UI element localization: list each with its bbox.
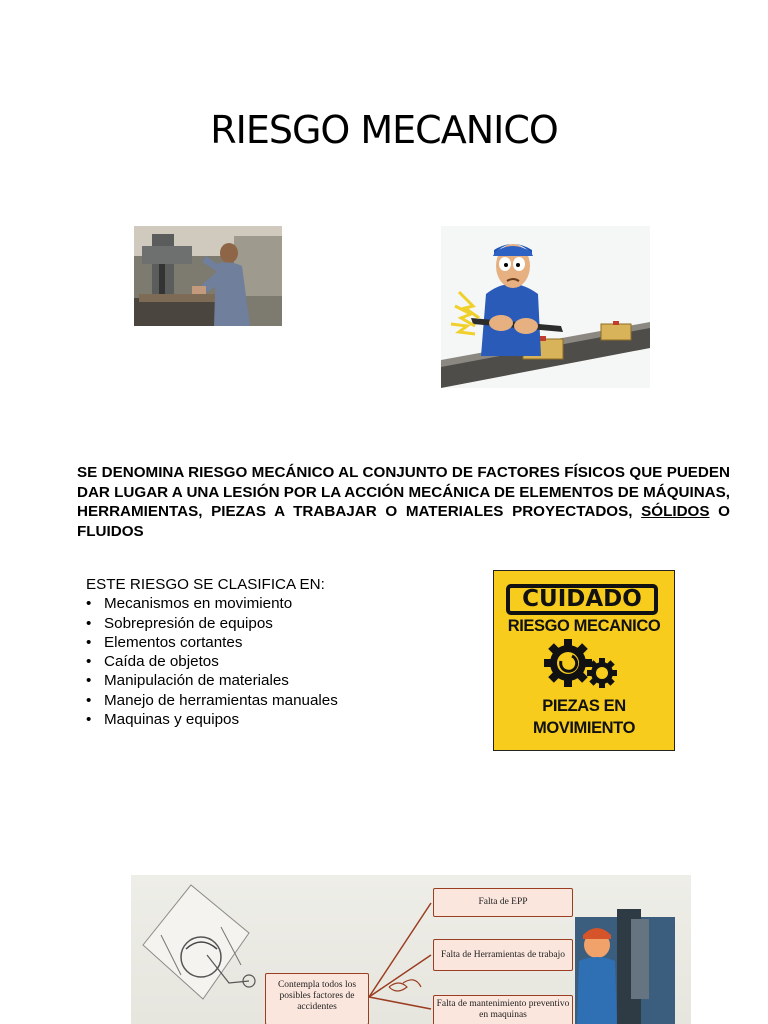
bullet-icon: • — [86, 711, 92, 729]
list-item — [86, 710, 466, 729]
definition-underlined-word: SÓLIDOS — [641, 503, 710, 520]
list-item — [86, 671, 466, 690]
gears-icon — [544, 637, 624, 693]
diagram-background-art — [131, 875, 691, 1024]
warning-sign — [493, 570, 675, 751]
classification-list — [86, 575, 466, 729]
list-item — [86, 691, 466, 710]
bullet-icon: • — [86, 614, 92, 632]
bullet-icon: • — [86, 595, 92, 613]
diagram-branch-3: Falta de mantenimiento preventivo en maquinas — [433, 995, 573, 1024]
bullet-icon: • — [86, 653, 92, 671]
sign-header: CUIDADO — [506, 584, 658, 615]
sign-line-2: MOVIMIENTO — [532, 719, 636, 737]
classification-heading: ESTE RIESGO SE CLASIFICA EN: — [86, 576, 325, 593]
list-item-label: Sobrepresión de equipos — [104, 614, 273, 632]
bullet-icon: • — [86, 633, 92, 651]
list-item-label: Maquinas y equipos — [104, 711, 240, 729]
list-item — [86, 633, 466, 652]
list-item-label: Manejo de herramientas manuales — [104, 691, 338, 709]
list-item-label: Manipulación de materiales — [104, 672, 289, 690]
risk-factors-diagram — [131, 875, 691, 1024]
sign-subheader: RIESGO MECANICO — [507, 617, 661, 635]
page-title: RIESGO MECANICO — [210, 108, 558, 152]
worker-at-drill-press-image — [134, 226, 282, 326]
diagram-branch-1: Falta de EPP — [433, 888, 573, 917]
list-item-label: Mecanismos en movimiento — [104, 595, 293, 613]
diagram-branch-2: Falta de Herramientas de trabajo — [433, 939, 573, 971]
cartoon-machine-illustration — [575, 909, 675, 1024]
bullet-icon: • — [86, 691, 92, 709]
diagram-center-box: Contempla todos los posibles factores de accidentes — [265, 973, 369, 1024]
bullet-icon: • — [86, 672, 92, 690]
cartoon-worker-shocked-image — [441, 226, 650, 388]
list-item — [86, 614, 466, 633]
list-item — [86, 594, 466, 613]
connector-lines — [369, 903, 431, 1009]
definition-paragraph — [77, 463, 730, 541]
list-item — [86, 652, 466, 671]
list-item-label: Elementos cortantes — [104, 633, 243, 651]
sign-message — [494, 695, 674, 739]
sign-line-1: PIEZAS EN — [542, 697, 626, 715]
cartoon-illustration — [441, 226, 650, 388]
worker-photo — [134, 226, 282, 326]
definition-text-part1: SE DENOMINA RIESGO MECÁNICO AL CONJUNTO DE FACTORES FÍSICOS QUE PUEDEN DAR LUGAR A UNA LESIÓN POR LA ACCIÓN MECÁNICA DE ELEMENTOS DE MÁQUINAS, HERRAMIENTAS, PIEZAS A TRABAJAR O MATERIALES PROYECTADOS, — [77, 464, 730, 520]
definition-text-part2: O FLUIDOS — [77, 503, 730, 540]
sketch-illustration — [143, 885, 255, 999]
classification-items — [86, 594, 466, 729]
list-item-label: Caída de objetos — [104, 653, 219, 671]
